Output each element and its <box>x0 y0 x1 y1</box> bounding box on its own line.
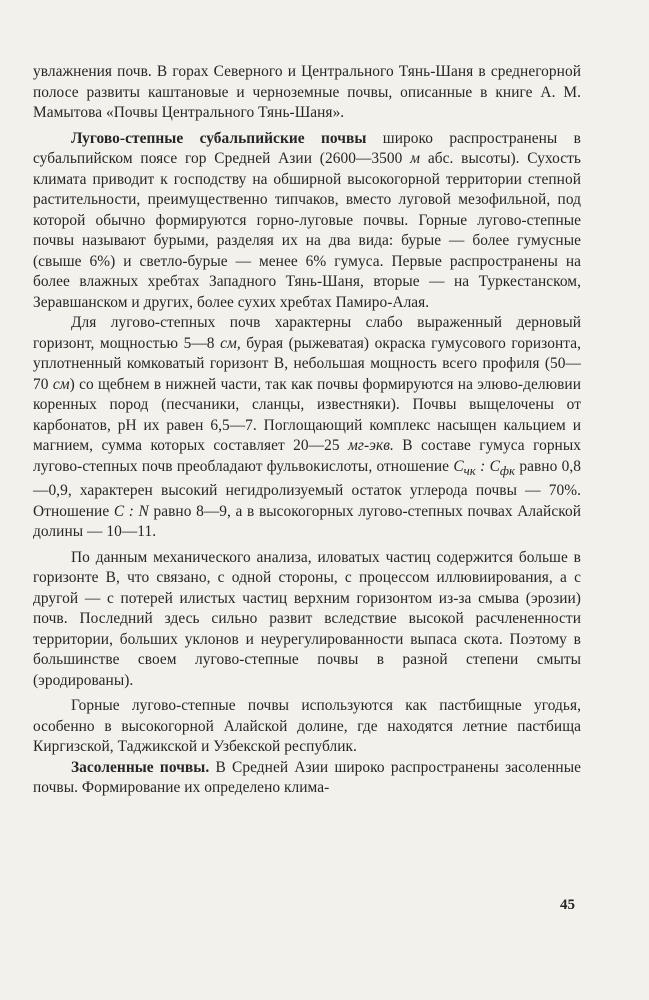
page-number: 45 <box>560 897 575 913</box>
paragraph-6: Засоленные почвы. В Средней Азии широко распространены засоленные почвы. Формирование их определено клима- <box>33 758 581 797</box>
paragraph-4: По данным механического анализа, иловатых частиц содержится больше в горизонте В, что связано, с одной стороны, с процессом иллювиирования, а с другой — с потерей илистых частиц верхним горизонтом из-за смыва (эрозии) почв. Последний здесь сильно развит вследствие высокой расчлененности территории, больших уклонов и неурегулированности выпаса скота. Поэтому в большинстве своем лугово-степные почвы в разной степени смыты (эродированы). <box>33 548 581 689</box>
paragraph-1: увлажнения почв. В горах Северного и Центрального Тянь-Шаня в среднегорной полосе развиты каштановые и черноземные почвы, описанные в книге А. М. Мамытова «Почвы Центрального Тянь-Шаня». <box>33 63 581 121</box>
page-text <box>33 62 581 799</box>
paragraph-2: Лугово-степные субальпийские почвы широко распространены в субальпийском поясе гор Средней Азии (2600—3500 м абс. высоты). Сухость климата приводит к господству на обширной высокогорной территории степной растительности, преимущественно типчаков, вместо луговой мезофильной, под которой обычно формируются горно-луговые почвы. Горные лугово-степные почвы называют бурыми, разделяя их на два вида: бурые — более гумусные (свыше 6%) и светло-бурые — менее 6% гумуса. Первые распространены на более влажных хребтах Западного Тянь-Шаня, вторые — на Туркестанском, Зеравшанском и других, более сухих хребтах Памиро-Алая. <box>33 129 582 311</box>
ratio-c-chk: $С_{чк}$ <box>453 457 476 478</box>
heading-saline-soils: Засоленные почвы. <box>71 758 210 776</box>
ratio-c-fk: $С_{фк}$ <box>489 457 516 478</box>
paragraph-3: Для лугово-степных почв характерны слабо выраженный дерновый горизонт, мощностью 5—8 см, бурая (рыжеватая) окраска гумусового горизонта, уплотненный комковатый горизонт В, небольшая мощность всего профиля (50—70 см) со щебнем в нижней части, так как почвы формируются на элюво-делювии коренных пород (песчаники, сланцы, известняки). Почвы выщелочены от карбонатов, pH их равен 6,5—7. Поглощающий комплекс насыщен кальцием и магнием, сумма которых составляет 20—25 мг-экв. В составе гумуса горных лугово-степных почв преобладают фульвокислоты, отношение $С_{чк}$ : $С_{фк}$ равно 0,8—0,9, характерен высокий негидролизуемый остаток углерода почвы — 70%. Отношение C : N равно 8—9, а в высокогорных лугово-степных почвах Алайской долины — 10—11. <box>33 314 582 541</box>
paragraph-5: Горные лугово-степные почвы используются как пастбищные угодья, особенно в высокогорной Алайской долине, где находятся летние пастбища Киргизской, Таджикской и Узбекской республик. <box>33 697 581 756</box>
heading-meadow-steppe-soils: Лугово-степные субальпийские почвы <box>71 129 367 147</box>
